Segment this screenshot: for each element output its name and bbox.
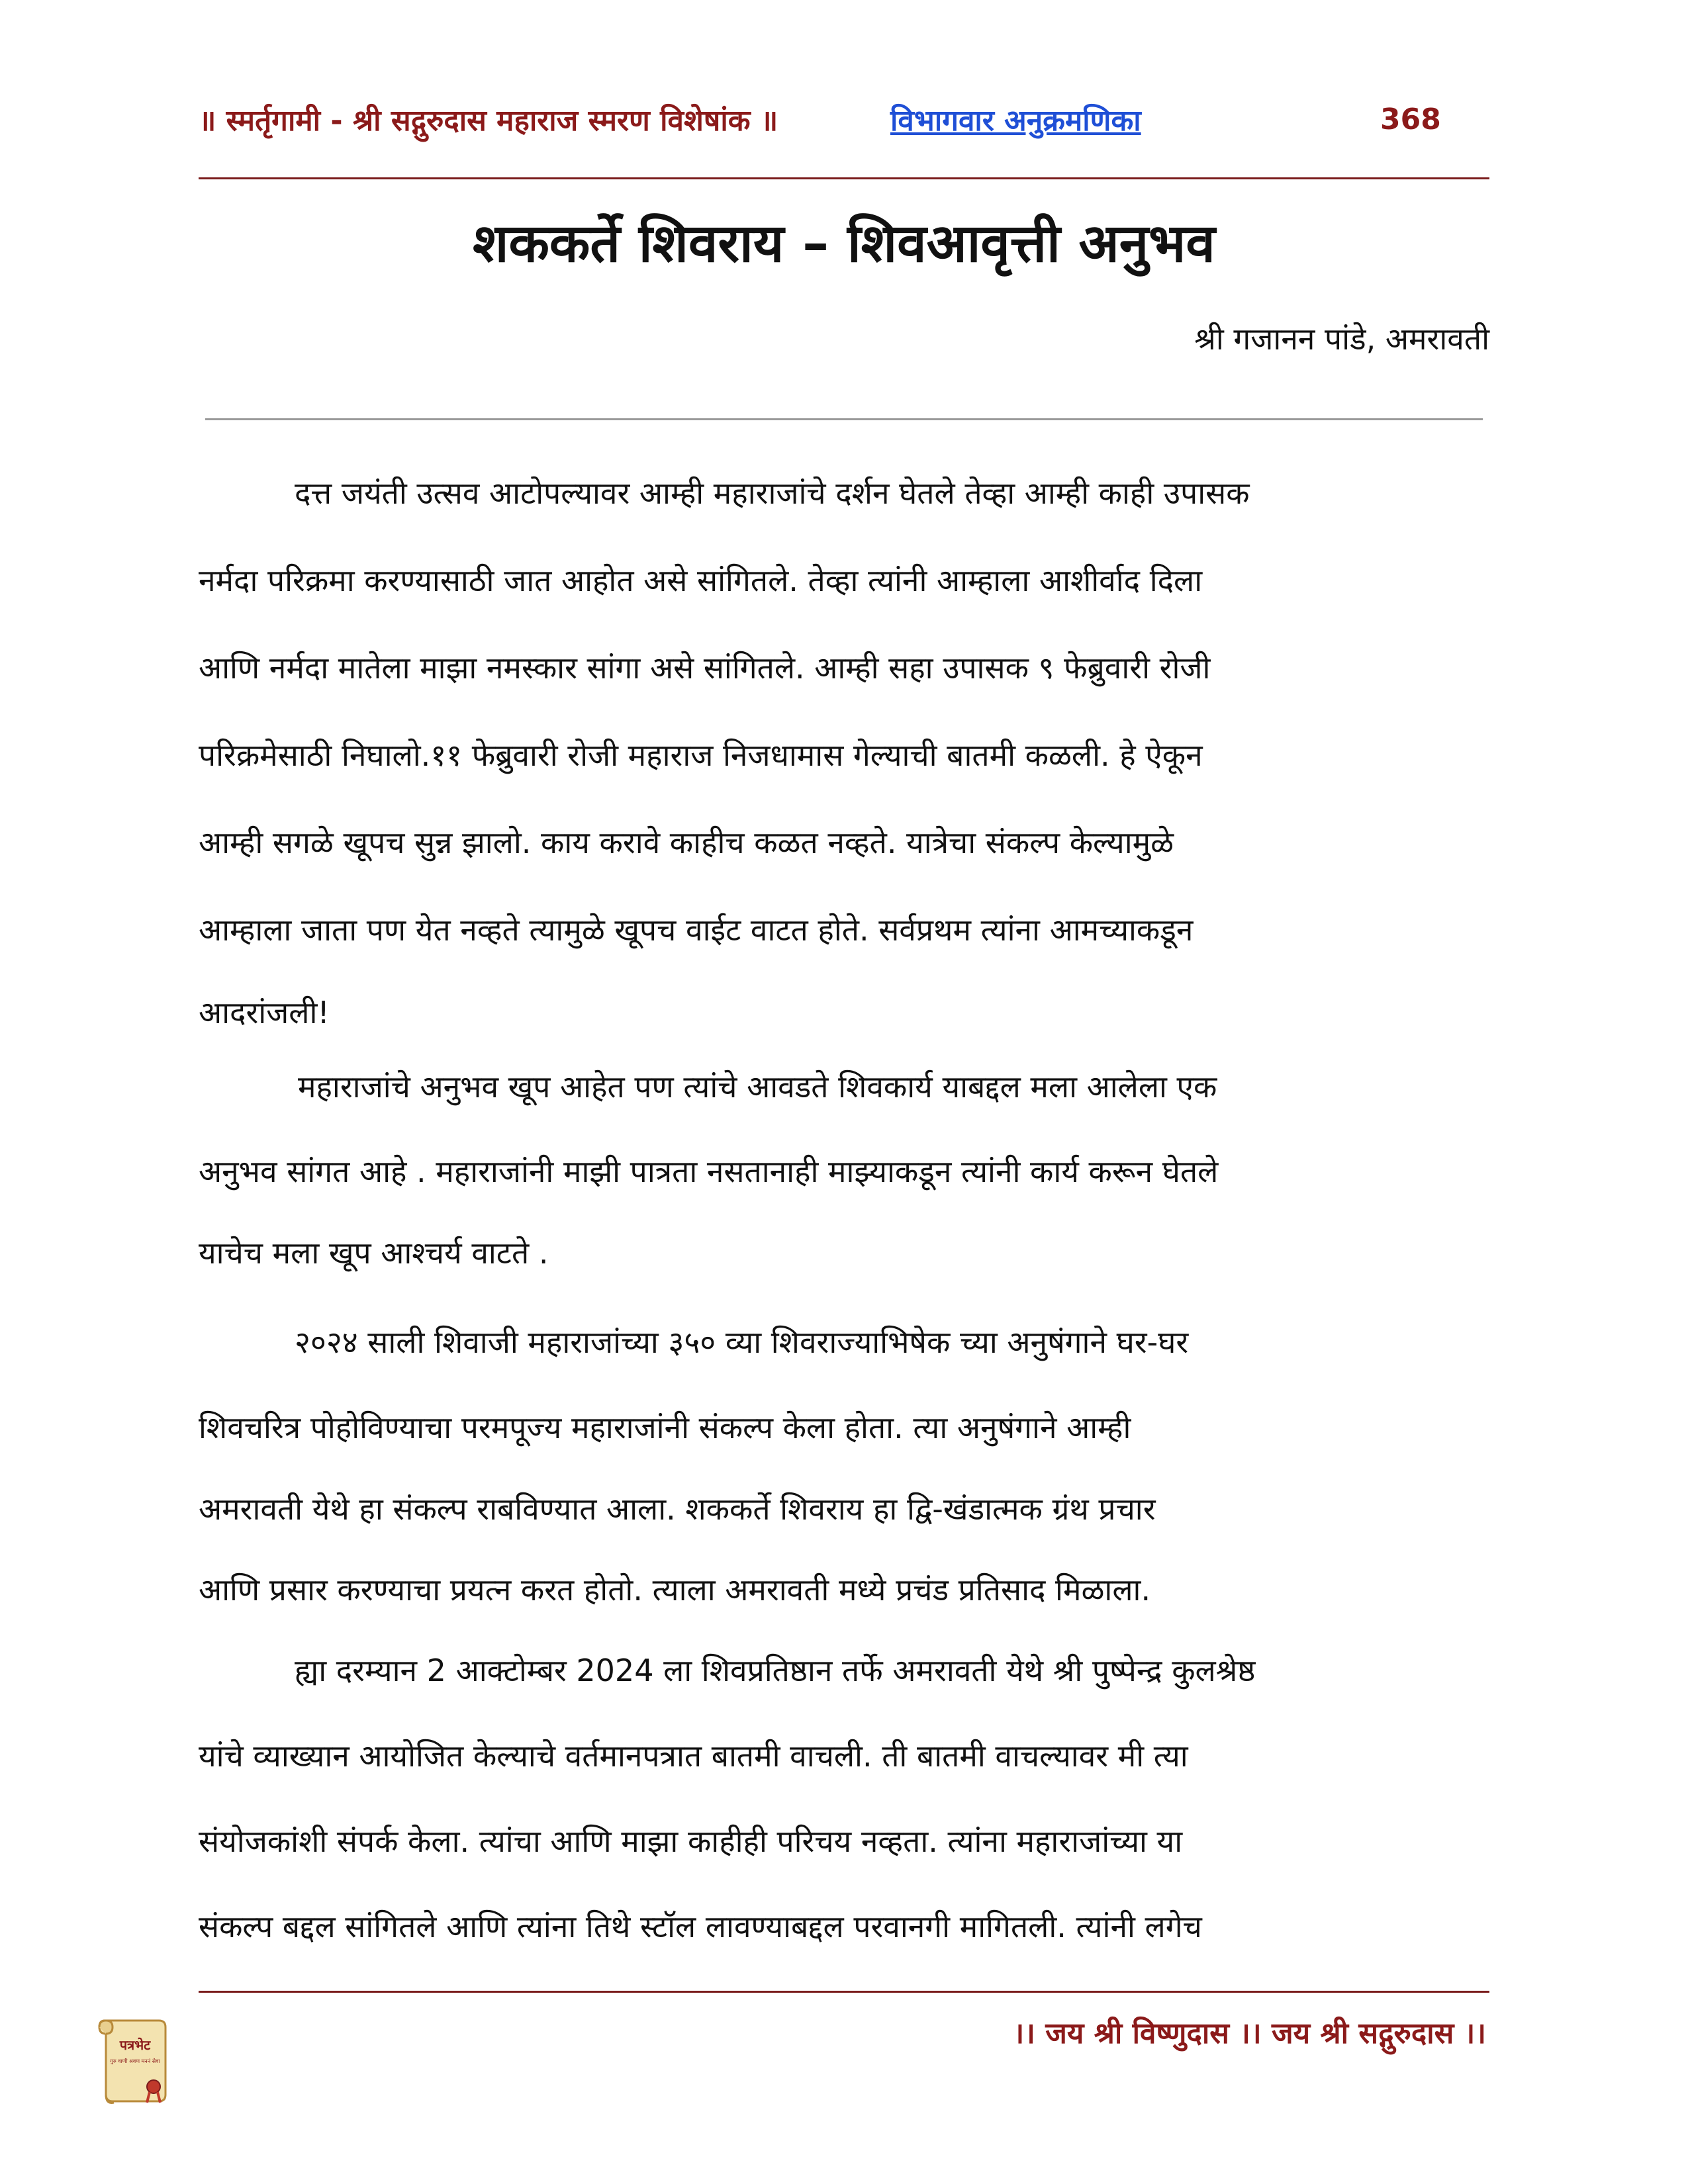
- body-line-4: परिक्रमेसाठी निघालो.११ फेब्रुवारी रोजी महाराज निजधामास गेल्याची बातमी कळली. हे ऐकून: [199, 737, 1203, 773]
- article-author: श्री गजानन पांडे, अमरावती: [1194, 321, 1489, 357]
- patrabhet-scroll-logo: [93, 2009, 172, 2108]
- page-number: 368: [1380, 103, 1441, 136]
- body-line-15: ह्या दरम्यान 2 आक्टोम्बर 2024 ला शिवप्रतिष्ठान तर्फे अमरावती येथे श्री पुष्पेन्द्र कुलश्रेष्ठ: [295, 1653, 1256, 1688]
- body-line-2: नर्मदा परिक्रमा करण्यासाठी जात आहोत असे सांगितले. तेव्हा त्यांनी आम्हाला आशीर्वाद दिला: [199, 563, 1203, 598]
- body-line-9: अनुभव सांगत आहे . महाराजांनी माझी पात्रता नसतानाही माझ्याकडून त्यांनी कार्य करून घेतले: [199, 1154, 1219, 1189]
- body-line-6: आम्हाला जाता पण येत नव्हते त्यामुळे खूपच वाईट वाटत होते. सर्वप्रथम त्यांना आमच्याकडून: [199, 912, 1194, 948]
- logo-label: पत्रभेट: [119, 2037, 151, 2053]
- body-line-11: २०२४ साली शिवाजी महाराजांच्या ३५० व्या शिवराज्याभिषेक च्या अनुषंगाने घर-घर: [295, 1324, 1189, 1360]
- logo-sublabel: गुरु वाणी श्रवण मननं सेवा: [110, 2058, 160, 2064]
- body-line-7: आदरांजली!: [199, 995, 330, 1030]
- body-line-5: आम्ही सगळे खूपच सुन्न झालो. काय करावे काहीच कळत नव्हते. यात्रेचा संकल्प केल्यामुळे: [199, 825, 1174, 860]
- footer-slogan: ।। जय श्री विष्णुदास ।। जय श्री सद्गुरुदास ।।: [1013, 2017, 1486, 2050]
- index-link[interactable]: विभागवार अनुक्रमणिका: [890, 104, 1141, 138]
- body-line-14: आणि प्रसार करण्याचा प्रयत्न करत होतो. त्याला अमरावती मध्ये प्रचंड प्रतिसाद मिळाला.: [199, 1572, 1151, 1608]
- body-line-16: यांचे व्याख्यान आयोजित केल्याचे वर्तमानपत्रात बातमी वाचली. ती बातमी वाचल्यावर मी त्या: [199, 1738, 1188, 1774]
- article-title: शककर्ते शिवराय – शिवआवृत्ती अनुभव: [473, 212, 1215, 274]
- body-line-17: संयोजकांशी संपर्क केला. त्यांचा आणि माझा काहीही परिचय नव्हता. त्यांना महाराजांच्या या: [199, 1823, 1183, 1859]
- body-line-12: शिवचरित्र पोहोविण्याचा परमपूज्य महाराजांनी संकल्प केला होता. त्या अनुषंगाने आम्ही: [199, 1410, 1131, 1445]
- body-line-1: दत्त जयंती उत्सव आटोपल्यावर आम्ही महाराजांचे दर्शन घेतले तेव्हा आम्ही काही उपासक: [295, 475, 1250, 511]
- body-line-18: संकल्प बद्दल सांगितले आणि त्यांना तिथे स्टॉल लावण्याबद्दल परवानगी मागितली. त्यांनी लगेच: [199, 1909, 1202, 1944]
- footer-divider: [199, 1991, 1489, 1993]
- header-divider: [199, 177, 1489, 179]
- title-divider: [205, 418, 1483, 420]
- body-line-3: आणि नर्मदा मातेला माझा नमस्कार सांगा असे सांगितले. आम्ही सहा उपासक ९ फेब्रुवारी रोजी: [199, 650, 1211, 686]
- body-line-10: याचेच मला खूप आश्चर्य वाटते .: [199, 1235, 549, 1271]
- body-line-13: अमरावती येथे हा संकल्प राबविण्यात आला. शककर्ते शिवराय हा द्वि-खंडात्मक ग्रंथ प्रचार: [199, 1491, 1156, 1527]
- header-title: ॥ स्मर्तृगामी - श्री सद्गुरुदास महाराज स्मरण विशेषांक ॥: [199, 104, 778, 138]
- body-line-8: महाराजांचे अनुभव खूप आहेत पण त्यांचे आवडते शिवकार्य याबद्दल मला आलेला एक: [298, 1069, 1217, 1105]
